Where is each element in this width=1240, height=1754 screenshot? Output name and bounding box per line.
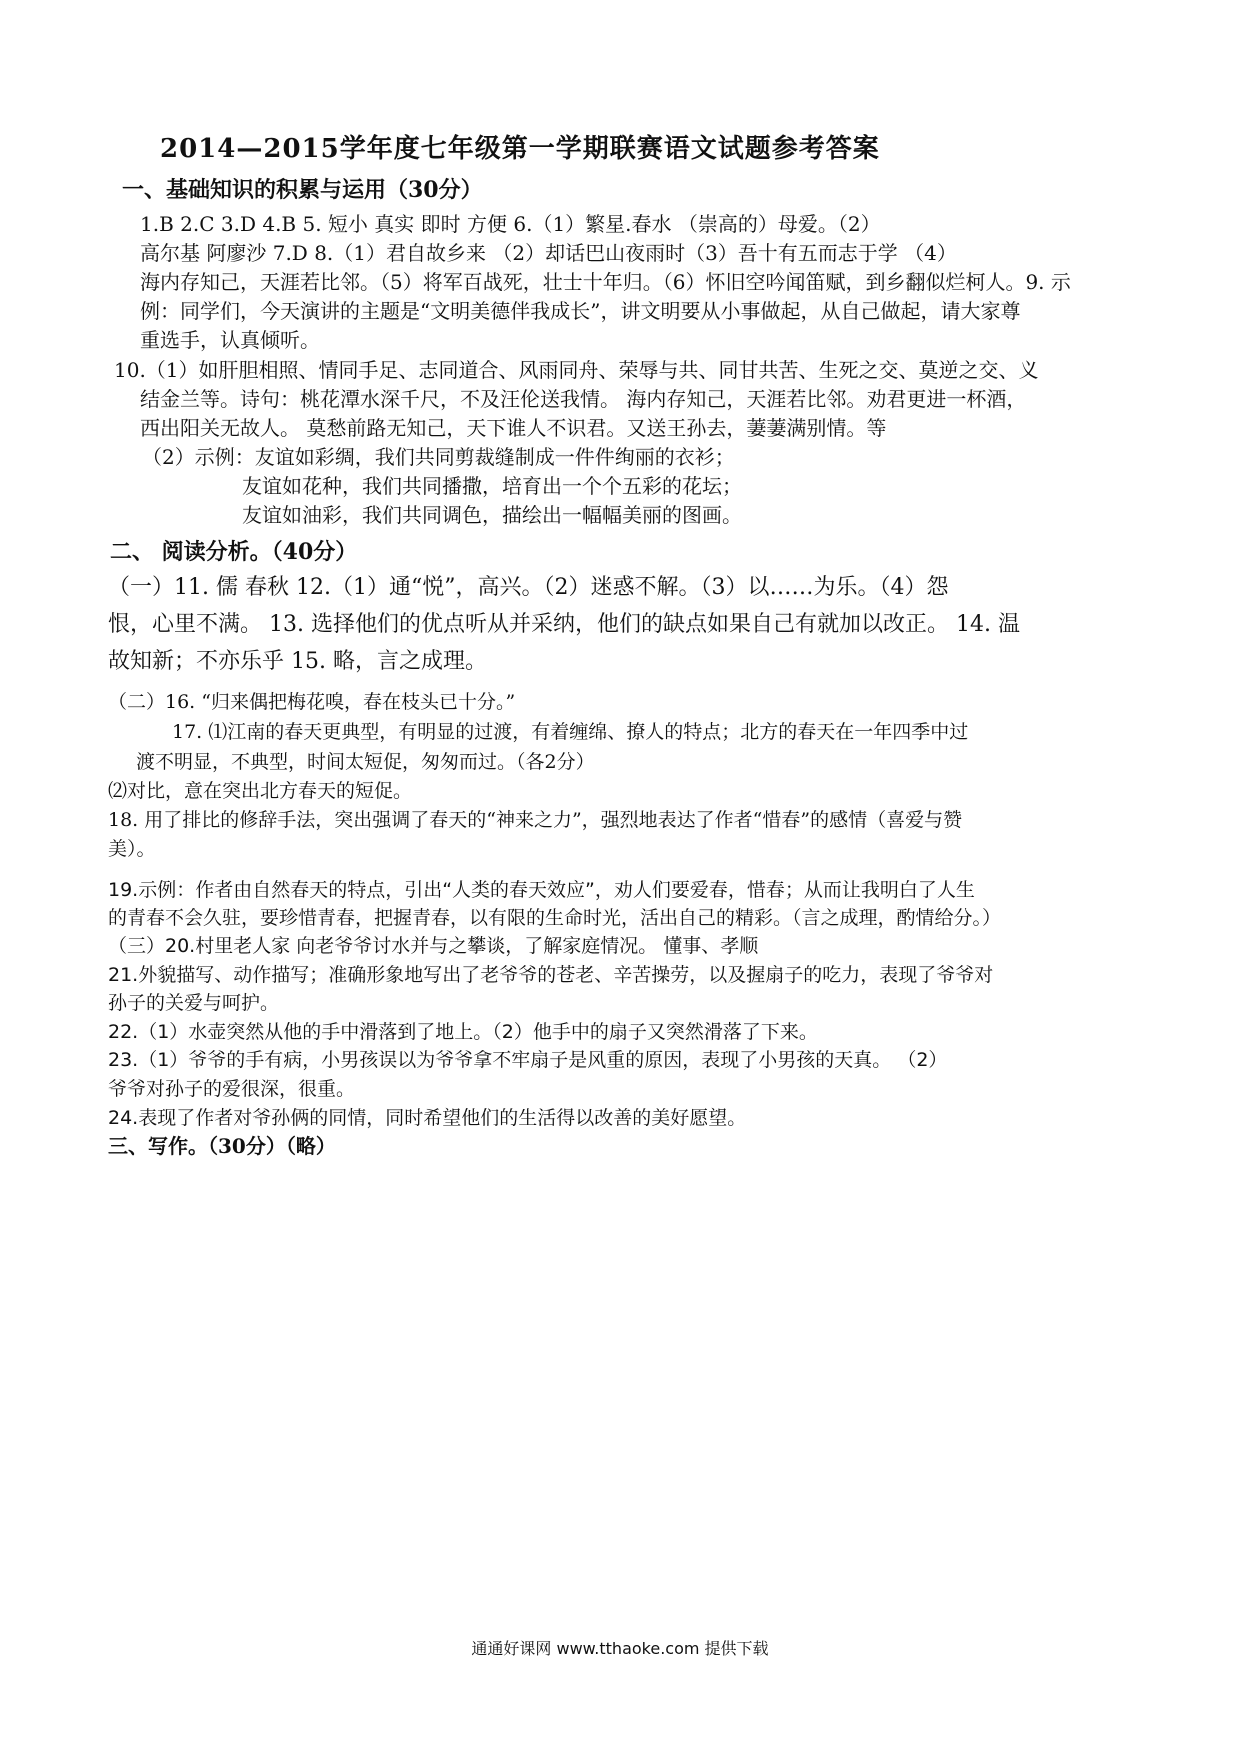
section-1-heading: 一、基础知识的积累与运用（30分） — [122, 177, 483, 203]
answer-line-part3: 21.外貌描写、动作描写；准确形象地写出了老爷爷的苍老、辛苦操劳，以及握扇子的吃力，表现了爷爷对 — [108, 964, 994, 986]
answer-line-q10: 西出阳关无故人。 莫愁前路无知己，天下谁人不识君。又送王孙去，萋萋满别情。等 — [140, 416, 887, 440]
answer-line-part2: 美）。 — [108, 838, 156, 860]
answer-line-part3: （三）20.村里老人家 向老爷爷讨水并与之攀谈，了解家庭情况。 懂事、孝顺 — [108, 935, 759, 957]
answer-line-part3: 22.（1）水壶突然从他的手中滑落到了地上。（2）他手中的扇子又突然滑落了下来。 — [108, 1021, 818, 1043]
answer-line-part1: （一）11. 儒 春秋 12.（1）通“悦”，高兴。（2）迷惑不解。（3）以……为乐。（4）怨 — [108, 575, 949, 600]
section-3-heading: 三、写作。（30分）（略） — [108, 1134, 336, 1158]
page-footer: 通通好课网 www.tthaoke.com 提供下载 — [471, 1639, 769, 1658]
answer-line-q10-2: （2）示例：友谊如彩绸，我们共同剪裁缝制成一件件绚丽的衣衫； — [142, 445, 735, 469]
page-title: 2014—2015学年度七年级第一学期联赛语文试题参考答案 — [160, 134, 880, 164]
answer-line: 高尔基 阿廖沙 7.D 8.（1）君自故乡来 （2）却话巴山夜雨时（3）吾十有五而志于学 （4） — [140, 241, 957, 265]
answer-line: 海内存知己，天涯若比邻。（5）将军百战死，壮士十年归。（6）怀旧空吟闻笛赋，到乡翻似烂柯人。9. 示 — [140, 270, 1071, 294]
answer-line: 重选手，认真倾听。 — [140, 328, 320, 352]
answer-line: 1.B 2.C 3.D 4.B 5. 短小 真实 即时 方便 6.（1）繁星.春水 （崇高的）母爱。（2） — [140, 212, 881, 236]
answer-line-part2: ⑵对比，意在突出北方春天的短促。 — [108, 780, 413, 802]
answer-line-part3: 23.（1）爷爷的手有病，小男孩误以为爷爷拿不牢扇子是风重的原因，表现了小男孩的天真。 （2） — [108, 1049, 948, 1071]
answer-line-part2: 18. 用了排比的修辞手法，突出强调了春天的“神来之力”，强烈地表达了作者“惜春”的感情（喜爱与赞 — [108, 809, 963, 831]
answer-line-part2: （二）16. “归来偶把梅花嗅，春在枝头已十分。” — [108, 691, 516, 713]
answer-line: 例：同学们，今天演讲的主题是“文明美德伴我成长”，讲文明要从小事做起，从自己做起，请大家尊 — [140, 299, 1021, 323]
answer-line-part3: 孙子的关爱与呵护。 — [108, 992, 280, 1014]
answer-line-q10-2: 友谊如油彩，我们共同调色，描绘出一幅幅美丽的图画。 — [242, 503, 742, 527]
answer-line-part2: 渡不明显，不典型，时间太短促，匆匆而过。（各2分） — [136, 751, 595, 773]
answer-line-q10: 结金兰等。诗句：桃花潭水深千尺，不及汪伦送我情。 海内存知己，天涯若比邻。劝君更进一杯酒， — [140, 387, 1027, 411]
answer-line-q10: 10.（1）如肝胆相照、情同手足、志同道合、风雨同舟、荣辱与共、同甘共苦、生死之交、莫逆之交、义 — [114, 358, 1039, 382]
answer-line-part3: 的青春不会久驻，要珍惜青春，把握青春，以有限的生命时光，活出自己的精彩。（言之成理，酌情给分。） — [108, 907, 1002, 929]
answer-line-part3: 爷爷对孙子的爱很深，很重。 — [108, 1078, 356, 1100]
answer-line-part2: 17. ⑴江南的春天更典型，有明显的过渡，有着缠绵、撩人的特点；北方的春天在一年四季中过 — [172, 721, 969, 743]
answer-line-part1: 故知新；不亦乐乎 15. 略，言之成理。 — [108, 649, 487, 674]
section-2-heading: 二、 阅读分析。（40分） — [110, 539, 358, 565]
answer-line-part3: 19.示例：作者由自然春天的特点，引出“人类的春天效应”，劝人们要爱春，惜春；从而让我明白了人生 — [108, 879, 975, 901]
answer-line-part3: 24.表现了作者对爷孙俩的同情，同时希望他们的生活得以改善的美好愿望。 — [108, 1107, 747, 1129]
answer-line-part1: 恨，心里不满。 13. 选择他们的优点听从并采纳，他们的缺点如果自己有就加以改正。 14. 温 — [108, 612, 1020, 637]
answer-line-q10-2: 友谊如花种，我们共同播撒，培育出一个个五彩的花坛； — [242, 474, 742, 498]
